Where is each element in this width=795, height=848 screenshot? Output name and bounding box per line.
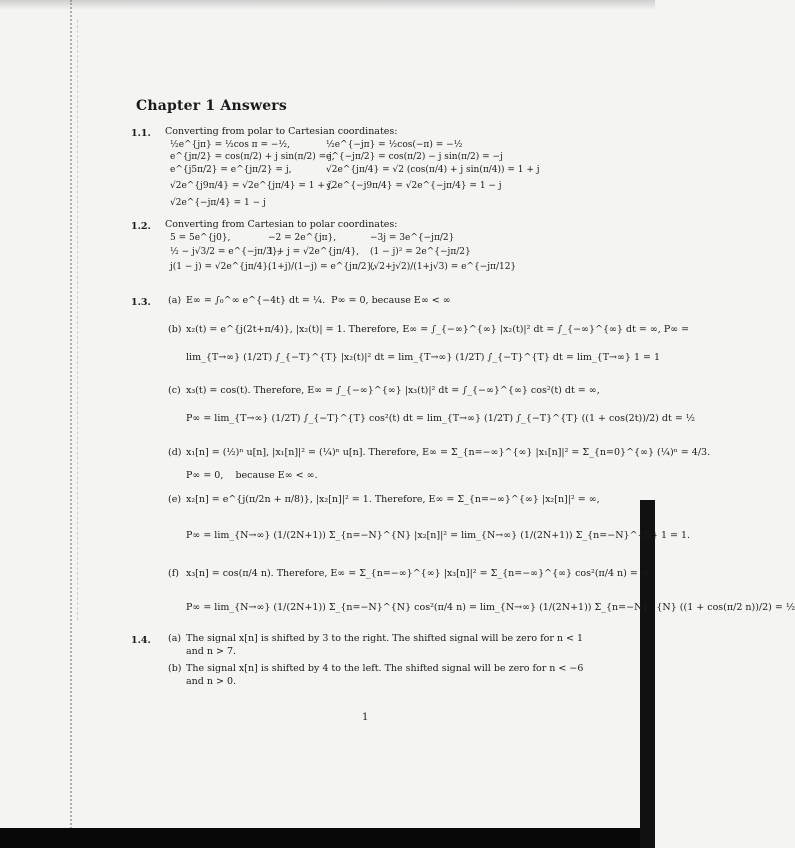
problem-number-1-3: 1.3. bbox=[131, 297, 151, 308]
problem-1-3-part-line: x₂[n] = e^{j(π/2n + π/8)}, |x₂[n]|² = 1. Therefore, E∞ = Σ_{n=−∞}^{∞} |x₂[n]|² = ∞, bbox=[186, 494, 600, 505]
problem-1-3-part-line: E∞ = ∫₀^∞ e^{−4t} dt = ¼. P∞ = 0, because E∞ < ∞ bbox=[186, 295, 451, 306]
problem-1-3-part-line: x₃(t) = cos(t). Therefore, E∞ = ∫_{−∞}^{∞} |x₃(t)|² dt = ∫_{−∞}^{∞} cos²(t) dt = ∞, bbox=[186, 385, 600, 396]
problem-1-1-row: ½e^{−jπ} = ½cos(−π) = −½ bbox=[326, 140, 463, 150]
problem-1-2-row: −3j = 3e^{−jπ/2} bbox=[370, 233, 455, 243]
problem-1-4-part-label: (b) bbox=[168, 663, 182, 674]
problem-1-3-part-label: (a) bbox=[168, 295, 182, 306]
problem-1-3-part-line: P∞ = lim_{N→∞} (1/(2N+1)) Σ_{n=−N}^{N} cos²(π/4 n) = lim_{N→∞} (1/(2N+1)) Σ_{n=−N}^{N} ((1 + cos(π/2 n))/2) = ½ bbox=[186, 602, 795, 613]
problem-1-1-intro: Converting from polar to Cartesian coordinates: bbox=[165, 126, 398, 137]
problem-1-4-part-label: (a) bbox=[168, 633, 182, 644]
problem-1-4-part-line: and n > 0. bbox=[186, 676, 237, 687]
problem-1-3-part-line: x₁[n] = (½)ⁿ u[n], |x₁[n]|² = (¼)ⁿ u[n]. Therefore, E∞ = Σ_{n=−∞}^{∞} |x₁[n]|² = Σ_{n=0}^{∞} (¼)ⁿ = 4/3. bbox=[186, 447, 711, 458]
problem-number-1-4: 1.4. bbox=[131, 635, 151, 646]
page-number: 1 bbox=[362, 712, 369, 723]
problem-1-3-part-label: (b) bbox=[168, 324, 182, 335]
problem-1-2-row: −2 = 2e^{jπ}, bbox=[268, 233, 337, 243]
problem-1-1-row: √2e^{jπ/4} = √2 (cos(π/4) + j sin(π/4)) = 1 + j bbox=[326, 165, 540, 175]
problem-1-1-row: ½e^{jπ} = ½cos π = −½, bbox=[170, 140, 290, 150]
problem-1-1-row: √2e^{−jπ/4} = 1 − j bbox=[170, 198, 266, 208]
problem-1-4-part-line: The signal x[n] is shifted by 4 to the left. The shifted signal will be zero for n < −6 bbox=[186, 663, 584, 674]
problem-1-2-row: 5 = 5e^{j0}, bbox=[170, 233, 231, 243]
problem-1-3-part-line: P∞ = lim_{T→∞} (1/2T) ∫_{−T}^{T} cos²(t) dt = lim_{T→∞} (1/2T) ∫_{−T}^{T} ((1 + cos(2t))/2) dt = ½ bbox=[186, 413, 696, 424]
problem-1-3-part-label: (e) bbox=[168, 494, 182, 505]
problem-1-2-row: ½ − j√3/2 = e^{−jπ/3}, bbox=[170, 247, 281, 257]
problem-1-2-row: (1+j)/(1−j) = e^{jπ/2}, bbox=[268, 262, 376, 272]
problem-number-1-1: 1.1. bbox=[131, 128, 151, 139]
problem-1-2-row: j(1 − j) = √2e^{jπ/4}, bbox=[170, 262, 271, 272]
problem-1-3-part-line: P∞ = 0, because E∞ < ∞. bbox=[186, 470, 318, 481]
problem-1-3-part-line: lim_{T→∞} (1/2T) ∫_{−T}^{T} |x₂(t)|² dt = lim_{T→∞} (1/2T) ∫_{−T}^{T} dt = lim_{T→∞} 1 = 1 bbox=[186, 352, 661, 363]
problem-1-1-row: √2e^{j9π/4} = √2e^{jπ/4} = 1 + j, bbox=[170, 181, 334, 191]
problem-1-2-row: 1 + j = √2e^{jπ/4}, bbox=[268, 247, 360, 257]
problem-1-4-part-line: The signal x[n] is shifted by 3 to the right. The shifted signal will be zero for n < 1 bbox=[186, 633, 584, 644]
problem-1-1-row: √2e^{−j9π/4} = √2e^{−jπ/4} = 1 − j bbox=[326, 181, 502, 191]
problem-1-3-part-line: x₂(t) = e^{j(2t+π/4)}, |x₂(t)| = 1. Therefore, E∞ = ∫_{−∞}^{∞} |x₂(t)|² dt = ∫_{−∞}^{∞} dt = ∞, P∞ = bbox=[186, 324, 690, 335]
problem-1-2-intro: Converting from Cartesian to polar coordinates: bbox=[165, 219, 398, 230]
problem-1-3-part-line: P∞ = lim_{N→∞} (1/(2N+1)) Σ_{n=−N}^{N} |x₂[n]|² = lim_{N→∞} (1/(2N+1)) Σ_{n=−N}^{N} 1 = 1. bbox=[186, 530, 691, 541]
problem-1-2-row: (√2+j√2)/(1+j√3) = e^{−jπ/12} bbox=[370, 262, 517, 272]
problem-1-4-part-line: and n > 7. bbox=[186, 646, 237, 657]
problem-number-1-2: 1.2. bbox=[131, 221, 151, 232]
problem-1-3-part-label: (f) bbox=[168, 568, 179, 579]
problem-1-3-part-label: (d) bbox=[168, 447, 182, 458]
chapter-title: Chapter 1 Answers bbox=[136, 98, 287, 114]
problem-1-3-part-line: x₃[n] = cos(π/4 n). Therefore, E∞ = Σ_{n=−∞}^{∞} |x₃[n]|² = Σ_{n=−∞}^{∞} cos²(π/4 n) = ∞. bbox=[186, 568, 652, 579]
problem-1-1-row: e^{−jπ/2} = cos(π/2) − j sin(π/2) = −j bbox=[326, 152, 503, 162]
problem-1-3-part-label: (c) bbox=[168, 385, 181, 396]
problem-1-1-row: e^{jπ/2} = cos(π/2) + j sin(π/2) = j, bbox=[170, 152, 335, 162]
problem-1-2-row: (1 − j)² = 2e^{−jπ/2} bbox=[370, 247, 471, 257]
problem-1-1-row: e^{j5π/2} = e^{jπ/2} = j, bbox=[170, 165, 292, 175]
